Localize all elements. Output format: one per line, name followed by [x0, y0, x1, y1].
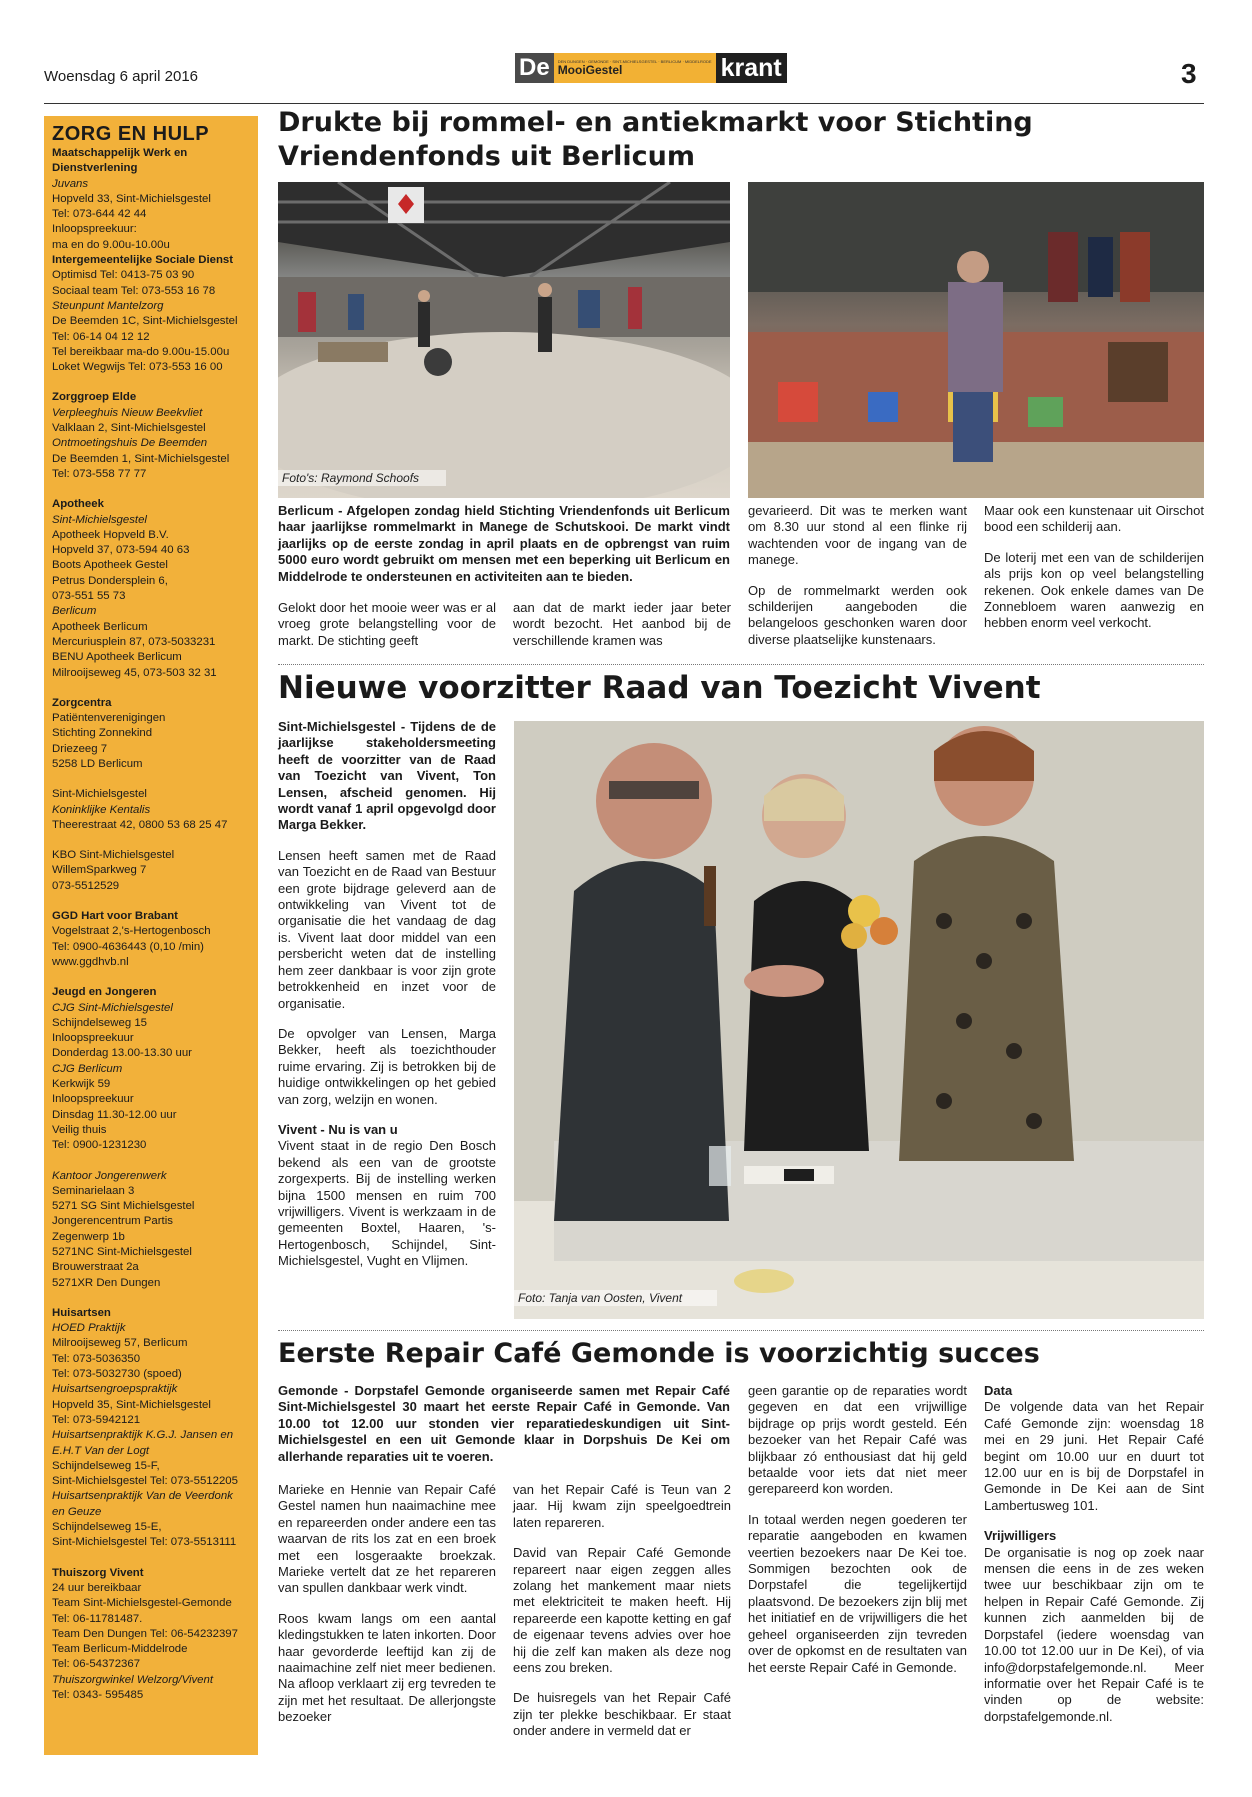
logo-subtitle: DEN DUNGEN · GEMONDE · SINT-MICHIELSGESTEL · BERLICUM · MIDDELRODE: [557, 59, 712, 64]
sidebar-line: Stichting Zonnekind: [52, 727, 153, 740]
article3-col3-p2: In totaal werden negen goederen ter reparatie aangeboden en kwamen veertien bezoekers naar De Kei toe. Sommigen bezochten ook de Dorpstafel die tegelijkertijd plaatsvond. De bezoekers zijn blij met het initiatief en de vrijwilligers die het geheel organiseerden zijn tevreden over de opkomst en de resultaten van het eerste Repair Café in Gemonde.: [748, 1511, 967, 1675]
logo-middle: [554, 53, 716, 83]
sidebar-line: Tel: 073-5942121: [52, 1413, 141, 1426]
sidebar-line: Jeugd en Jongeren: [52, 986, 157, 999]
article3-col1-p1: Marieke en Hennie van Repair Café Gestel namen hun naaimachine mee en repareerden onder andere een tas waarvan de rits los zat en een broek met een losgeraakte broekzak. Marieke vertelt dat ze het repareren van spullen dankbaar werk vindt.: [278, 1482, 496, 1596]
sidebar-line: Zorggroep Elde: [52, 391, 137, 404]
article1-col3-p1: gevarieerd. Dit was te merken want om 8.30 uur stond al een flinke rij wachtenden voor de ingang van de manege.: [748, 503, 967, 568]
sidebar-line: Tel bereikbaar ma-do 9.00u-15.00u: [52, 345, 230, 358]
sidebar-blocks: [52, 146, 250, 1703]
sidebar-line: Koninklijke Kentalis: [52, 803, 151, 816]
sidebar-block: [52, 696, 250, 772]
sidebar-line: Tel: 073-644 42 44: [52, 208, 147, 221]
sidebar-line: Huisartsengroepspraktijk: [52, 1383, 178, 1396]
sidebar-line: Apotheek Hopveld B.V.: [52, 528, 169, 541]
sidebar-line: Tel: 073-5032730 (spoed): [52, 1368, 182, 1381]
sidebar-line: Tel: 06-14 04 12 12: [52, 330, 150, 343]
sidebar-line: Sint-Michielsgestel Tel: 073-5512205: [52, 1475, 238, 1488]
article1-headline: Drukte bij rommel- en antiekmarkt voor Stichting Vriendenfonds uit Berlicum: [278, 107, 1033, 172]
sidebar-line: Thuiszorgwinkel Welzorg/Vivent: [52, 1673, 214, 1686]
sidebar-line: 5258 LD Berlicum: [52, 757, 143, 770]
article2-p1: Lensen heeft samen met de Raad van Toezicht en de Raad van Bestuur een grote bijdrage geleverd aan de ontwikkeling van Vivent tot de organisatie die het vandaag de dag is. Vivent laat door middel van een persbericht weten dat de instelling hem zeer dankbaar is voor zijn grote betrokkenheid en inzet voor de organisatie.: [278, 847, 496, 1011]
article3-col1-p2: Roos kwam langs om een aantal kledingstukken te laten inkorten. Door haar gevorderde leeftijd kan zij de naaimachine zelf niet meer bedienen. Na afloop verklaart zij erg tevreden te zijn met het resultaat. De allerjongste bezoeker: [278, 1610, 496, 1725]
sidebar-line: Apotheek Berlicum: [52, 620, 148, 633]
sidebar-line: ma en do 9.00u-10.00u: [52, 238, 170, 251]
article3-col3-p1: geen garantie op de reparaties wordt gegeven en dat een vrijwillige bijdrage op prijs wordt gesteld. Eén bezoeker van het Repair Café was blijkbaar zó enthousiast dat hij geld betaalde voor iets dat niet meer gerepareerd kon worden.: [748, 1383, 967, 1497]
sidebar-line: Mercuriusplein 87, 073-5033231: [52, 635, 216, 648]
sidebar-line: De Beemden 1, Sint-Michielsgestel: [52, 452, 230, 465]
article2-p2: De opvolger van Lensen, Marga Bekker, heeft als toezichthouder ruime ervaring. Zij is betrokken bij de huidige ontwikkelingen op het gebied van zorg, welzijn en wonen.: [278, 1025, 496, 1107]
article1-col3: [748, 503, 967, 662]
sidebar-line: Inloopspreekuur: [52, 1093, 134, 1106]
sidebar-line: Sociaal team Tel: 073-553 16 78: [52, 284, 216, 297]
newspaper-logo[interactable]: [515, 53, 787, 83]
article1-photo-stall: [748, 182, 1204, 498]
article1-col4-p2: De loterij met een van de schilderijen als prijs kon op veel belangstelling rekenen. Ook enkele dames van De Zonnebloem waren aanwezig en hebben enorm veel verkocht.: [984, 549, 1204, 631]
sidebar-line: Maatschappelijk Werk en: [52, 147, 188, 159]
sidebar-line: 5271NC Sint-Michielsgestel: [52, 1246, 192, 1258]
sidebar-line: Apotheek: [52, 498, 104, 511]
sidebar-line: Tel: 073-558 77 77: [52, 467, 147, 480]
sidebar-line: Thuiszorg Vivent: [52, 1566, 144, 1579]
sidebar-line: Sint-Michielsgestel: [52, 788, 147, 801]
sidebar-line: HOED Praktijk: [52, 1322, 126, 1335]
sidebar-line: Schijndelseweg 15-F,: [52, 1459, 160, 1472]
sidebar-block: [52, 848, 250, 894]
sidebar-line: 5271XR Den Dungen: [52, 1276, 161, 1289]
sidebar-title: ZORG EN HULP: [52, 123, 210, 145]
sidebar-line: GGD Hart voor Brabant: [52, 910, 178, 923]
sidebar-line: 5271 SG Sint Michielsgestel: [52, 1200, 195, 1213]
sidebar-block: [52, 985, 250, 1153]
sidebar-block: [52, 1169, 250, 1291]
sidebar-line: Veilig thuis: [52, 1123, 107, 1136]
logo-krant: krant: [716, 53, 787, 83]
sidebar-line: Schijndelseweg 15: [52, 1016, 147, 1029]
sidebar-line: Huisartsen: [52, 1306, 111, 1319]
sidebar-line: WillemSparkweg 7: [52, 864, 147, 877]
sidebar-line: 24 uur bereikbaar: [52, 1581, 142, 1594]
divider-2: [278, 1330, 1204, 1331]
logo-name: MooiGestel: [557, 63, 623, 77]
article2-photo-handshake: [514, 721, 1204, 1319]
sidebar-line: Inloopspreekuur: [52, 1032, 134, 1045]
article2-body: [278, 719, 496, 1284]
sidebar-line: Kantoor Jongerenwerk: [52, 1169, 167, 1182]
article3-col2-p2: David van Repair Café Gemonde repareert naar eigen zeggen alles zolang het mankement maar niets met elektriciteit te maken heeft. Hij repareerde een kapotte ketting en gaf de eigenaar tevens advies over hoe hij die zelf kan maken als deze nog eens zou breken.: [513, 1545, 731, 1676]
sidebar-line: Berlicum: [52, 605, 97, 618]
article2-headline: Nieuwe voorzitter Raad van Toezicht Vivent: [278, 670, 1041, 706]
article3-col2-p3: De huisregels van het Repair Café zijn ter plekke beschikbaar. Er staat onder andere in vermeld dat er: [513, 1690, 731, 1739]
header-rule: [44, 103, 1204, 104]
sidebar-line: Vogelstraat 2,'s-Hertogenbosch: [52, 925, 211, 938]
article2-subhead: Vivent - Nu is van u: [278, 1121, 398, 1137]
sidebar-line: CJG Sint-Michielsgestel: [52, 1001, 173, 1014]
sidebar-line: Inloopspreekuur:: [52, 223, 137, 236]
article1-col3-p2: Op de rommelmarkt werden ook schilderijen aangeboden die belangeloos geschonken waren door diverse plaatselijke kunstenaars.: [748, 582, 967, 647]
sidebar-line: en Geuze: [52, 1505, 102, 1518]
sidebar-line: Sint-Michielsgestel: [52, 513, 147, 526]
sidebar-line: Seminarielaan 3: [52, 1184, 135, 1197]
article1-photo-credit: Foto's: Raymond Schoofs: [278, 470, 446, 486]
sidebar-block: [52, 1306, 250, 1551]
sidebar-line: www.ggdhvb.nl: [52, 955, 129, 968]
sidebar-line: 073-551 55 73: [52, 590, 126, 603]
sidebar-line: BENU Apotheek Berlicum: [52, 651, 182, 664]
sidebar-line: Ontmoetingshuis De Beemden: [52, 437, 208, 450]
sidebar-line: Sint-Michielsgestel Tel: 073-5513111: [52, 1536, 237, 1549]
sidebar-line: Juvans: [52, 177, 89, 190]
article1-col4: [984, 503, 1204, 646]
article3-lead: Gemonde - Dorpstafel Gemonde organiseerde samen met Repair Café Sint-Michielsgestel 30 maart het eerste Repair Café in Gemonde. Van 10.00 tot 12.00 uur stonden vier reparatiedeskundigen uit Sint-Michielsgestel en een uit Gemonde klaar in Dorpshuis De Kei om allerhande reparaties uit te voeren.: [278, 1383, 730, 1464]
sidebar-line: Jongerencentrum Partis: [52, 1215, 173, 1228]
article2-lead: Sint-Michielsgestel - Tijdens de de jaarlijkse stakeholdersmeeting heeft de voorzitter van de Raad van Toezicht van Vivent, Ton Lensen, afscheid genomen. Hij wordt vanaf 1 april opgevolgd door Marga Bekker.: [278, 719, 496, 833]
sidebar-line: Optimisd Tel: 0413-75 03 90: [52, 269, 195, 282]
sidebar-block: [52, 909, 250, 970]
sidebar-line: CJG Berlicum: [52, 1062, 123, 1075]
article3-subhead-vrijwilligers: Vrijwilligers: [984, 1528, 1057, 1544]
sidebar-line: Petrus Dondersplein 6,: [52, 574, 168, 587]
sidebar-line: Tel: 073-5036350: [52, 1352, 141, 1365]
sidebar-line: Team Sint-Michielsgestel-Gemonde: [52, 1597, 232, 1610]
article3-headline: Eerste Repair Café Gemonde is voorzichtig succes: [278, 1338, 1040, 1369]
sidebar-line: Kerkwijk 59: [52, 1078, 111, 1091]
sidebar-line: Donderdag 13.00-13.30 uur: [52, 1047, 192, 1060]
sidebar-line: Tel: 0900-1231230: [52, 1139, 147, 1152]
sidebar-block: [52, 146, 250, 375]
article2-photo-credit: Foto: Tanja van Oosten, Vivent: [514, 1290, 717, 1306]
article3-col4-p1: De volgende data van het Repair Café Gemonde zijn: woensdag 18 mei en 29 juni. Het Repair Café begint om 10.00 uur en duurt tot 12.00 uur en is bij de Dorpstafel in Gemonde in De Kei aan de Sint Lambertusweg 101.: [984, 1399, 1204, 1513]
article1-col4-p1: Maar ook een kunstenaar uit Oirschot bood een schilderij aan.: [984, 503, 1204, 535]
sidebar-block: [52, 390, 250, 482]
sidebar-line: Theerestraat 42, 0800 53 68 25 47: [52, 818, 228, 831]
article1-col2: aan dat de markt ieder jaar beter wordt bezocht. Het aanbod bij de verschillende kramen was: [513, 600, 731, 648]
sidebar-zorg-en-hulp: [44, 116, 258, 1755]
sidebar-line: Tel: 0343- 595485: [52, 1689, 144, 1702]
sidebar-line: Milrooijseweg 57, Berlicum: [52, 1337, 188, 1350]
sidebar-line: Tel: 06-54372367: [52, 1658, 141, 1671]
sidebar-line: Team Den Dungen Tel: 06-54232397: [52, 1627, 238, 1640]
divider-1: [278, 664, 1204, 665]
sidebar-line: Hopveld 35, Sint-Michielsgestel: [52, 1398, 211, 1411]
article3-col4: [984, 1383, 1204, 1739]
page-number: 3: [1181, 58, 1197, 89]
sidebar-line: Driezeeg 7: [52, 742, 108, 755]
sidebar-line: Dinsdag 11.30-12.00 uur: [52, 1108, 177, 1121]
sidebar-line: Zegenwerp 1b: [52, 1230, 125, 1243]
sidebar-line: Boots Apotheek Gestel: [52, 559, 168, 572]
article3-col3: [748, 1383, 967, 1690]
sidebar-line: Schijndelseweg 15-E,: [52, 1521, 162, 1534]
sidebar-line: Dienstverlening: [52, 162, 138, 175]
issue-date: Woensdag 6 april 2016: [44, 68, 198, 85]
sidebar-line: Tel: 06-11781487.: [52, 1612, 143, 1625]
sidebar-line: Huisartsenpraktijk K.G.J. Jansen en: [52, 1429, 234, 1442]
logo-de: De: [515, 53, 554, 83]
sidebar-line: Tel: 0900-4636443 (0,10 /min): [52, 940, 204, 953]
sidebar-line: Patiëntenverenigingen: [52, 712, 166, 725]
article1-col1: Gelokt door het mooie weer was er al vroeg grote belangstelling voor de markt. De stichting geeft: [278, 600, 496, 648]
article3-col2-p1: van het Repair Café is Teun van 2 jaar. Hij kwam zijn speelgoedtrein laten repareren.: [513, 1482, 731, 1530]
sidebar-line: De Beemden 1C, Sint-Michielsgestel: [52, 315, 238, 328]
article3-col1: [278, 1482, 496, 1740]
sidebar-line: Brouwerstraat 2a: [52, 1261, 139, 1274]
sidebar-line: Huisartsenpraktijk Van de Veerdonk: [52, 1490, 233, 1503]
sidebar-line: Steunpunt Mantelzorg: [52, 299, 164, 312]
article2-p3: Vivent staat in de regio Den Bosch bekend als een van de grootste zorgexperts. Bij de instelling werken bijna 1500 mensen en ruim 700 vrijwilligers. Vivent is werkzaam in de gemeenten Boxtel, Haaren, 's-Hertogenbosch, Schijndel, Sint-Michielsgestel, Vught en Vlijmen.: [278, 1138, 496, 1269]
sidebar-line: Hopveld 33, Sint-Michielsgestel: [52, 192, 211, 205]
sidebar-line: 073-5512529: [52, 879, 120, 892]
sidebar-line: Verpleeghuis Nieuw Beekvliet: [52, 406, 203, 419]
article3-subhead-data: Data: [984, 1383, 1013, 1398]
sidebar-line: Hopveld 37, 073-594 40 63: [52, 544, 190, 557]
sidebar-line: Intergemeentelijke Sociale Dienst: [52, 254, 234, 267]
sidebar-line: Milrooijseweg 45, 073-503 32 31: [52, 666, 217, 679]
article3-col4-p2: De organisatie is nog op zoek naar mensen die eens in de zes weken twee uur beschikbaar zijn om te helpen in Repair Café Gemonde. Zij kunnen zich aanmelden bij de Dorpstafel (iedere woensdag van 10.00 tot 12.00 uur in De Kei), of via info@dorpstafelgemonde.nl. Meer informatie over het Repair Café is te vinden op de website: dorpstafelgemonde.nl.: [984, 1544, 1204, 1724]
sidebar-block: [52, 1566, 250, 1704]
sidebar-line: E.H.T Van der Logt: [52, 1444, 150, 1457]
sidebar-line: Team Berlicum-Middelrode: [52, 1643, 188, 1656]
article3-col2: [513, 1482, 731, 1754]
article1-photo-market-hall: [278, 182, 730, 498]
sidebar-line: Zorgcentra: [52, 696, 112, 709]
sidebar-line: KBO Sint-Michielsgestel: [52, 849, 175, 862]
sidebar-block: [52, 787, 250, 833]
sidebar-line: Valklaan 2, Sint-Michielsgestel: [52, 422, 206, 435]
article1-lead: Berlicum - Afgelopen zondag hield Stichting Vriendenfonds uit Berlicum haar jaarlijkse rommelmarkt in Manege de Schutskooi. De markt vindt jaarlijks op de eerste zondag in april plaats en de opbrengst van ruim 5000 euro wordt gebruikt om mensen met een beperking uit Berlicum en Middelrode te ondersteunen en activiteiten aan te bieden.: [278, 503, 730, 584]
sidebar-line: Loket Wegwijs Tel: 073-553 16 00: [52, 361, 223, 374]
sidebar-block: [52, 497, 250, 681]
